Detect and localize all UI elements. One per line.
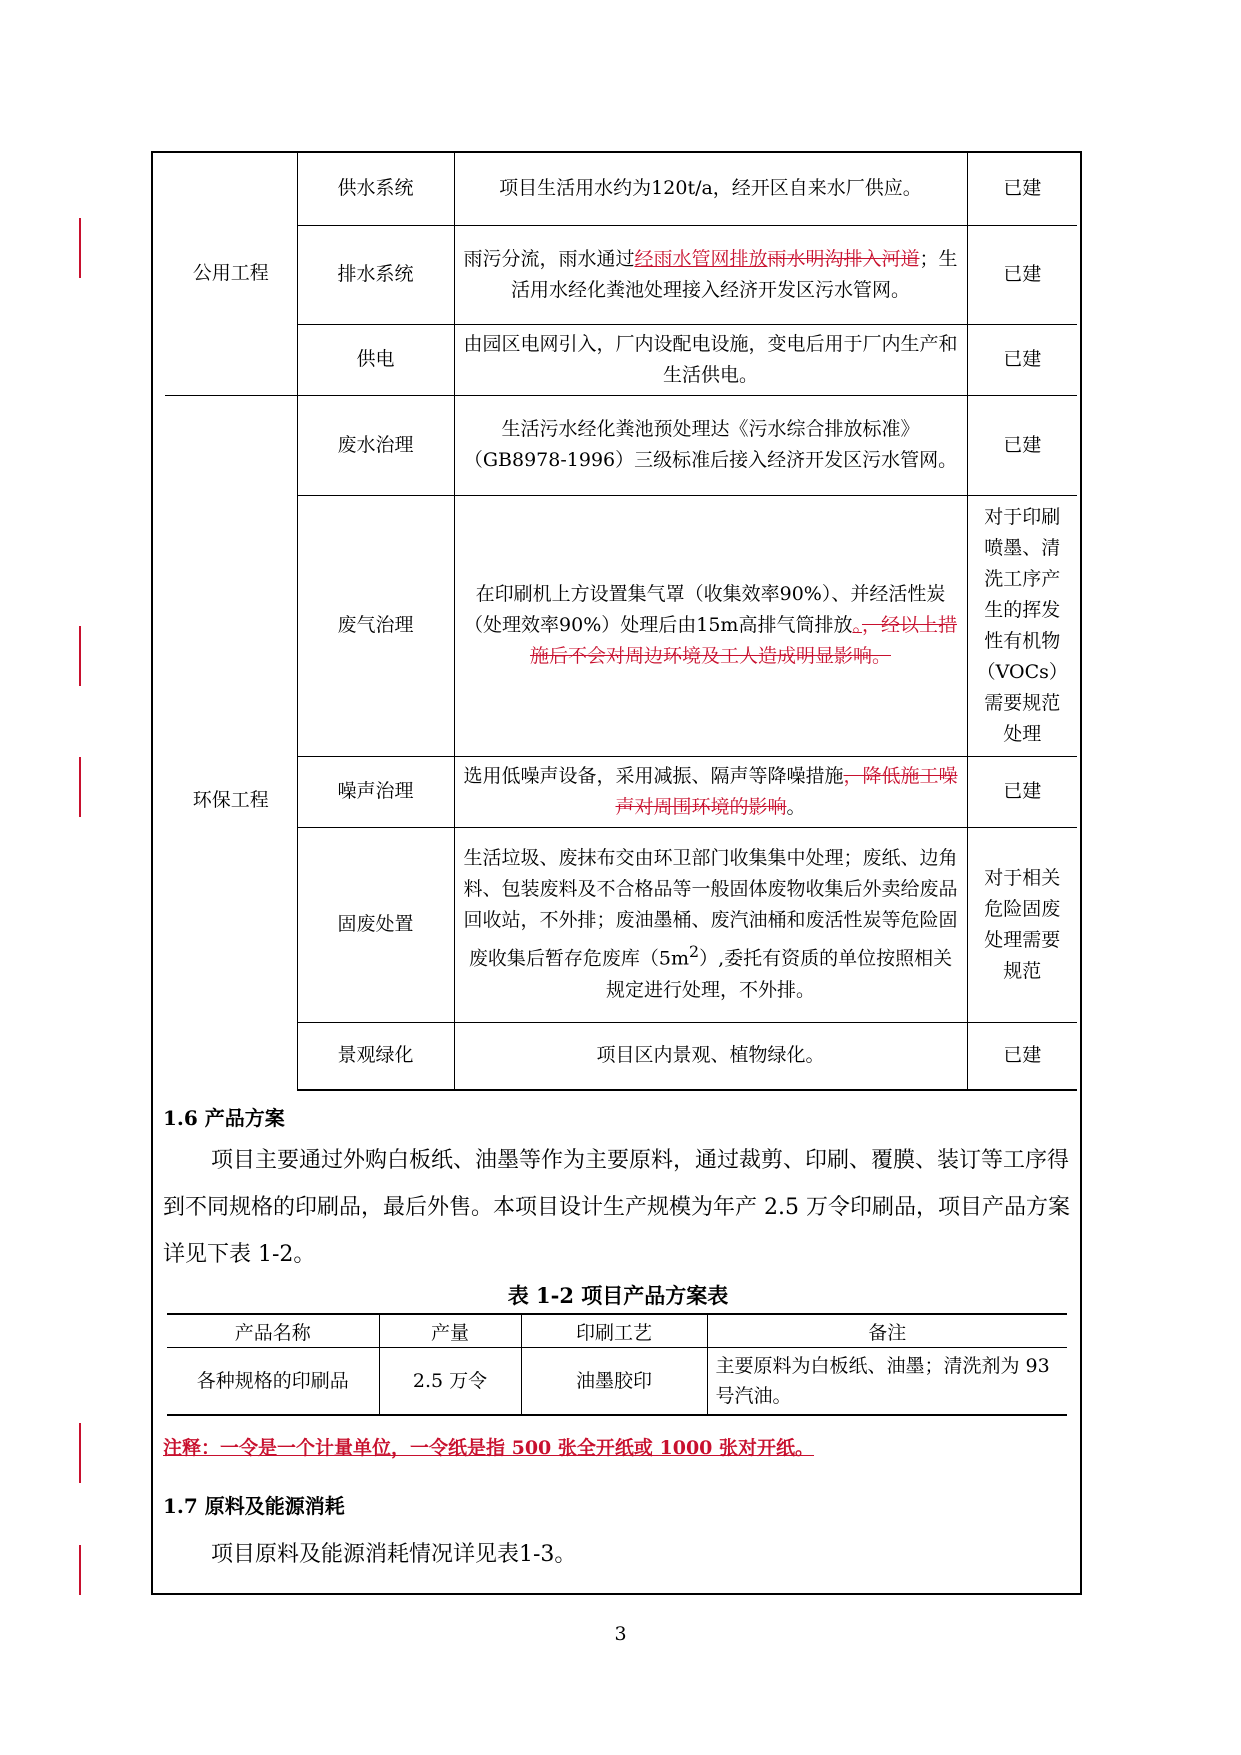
product-table [167,1313,1067,1416]
item-cell: 废气治理 [297,495,454,756]
content-cell: 由园区电网引入，厂内设配电设施，变电后用于厂内生产和生活供电。 [454,324,967,395]
deleted-text: 雨水明沟排入河道 [767,247,920,270]
content-text: 在印刷机上方设置集气罩（收集效率90%）、并经活性炭（处理效率90%）处理后由15m高排气筒排放 [464,583,946,636]
item-cell: 固废处置 [297,827,454,1022]
item-cell: 噪声治理 [297,756,454,827]
item-cell: 废水治理 [297,395,454,495]
table-row [165,324,1077,395]
table-cell: 油墨胶印 [521,1348,707,1416]
table-row [165,756,1077,827]
column-header: 备注 [707,1314,1067,1348]
table-cell: 主要原料为白板纸、油墨；清洗剂为 93 号汽油。 [707,1348,1067,1416]
status-cell: 已建 [967,225,1077,324]
item-cell: 景观绿化 [297,1022,454,1090]
content-cell [454,225,967,324]
content-cell: 项目区内景观、植物绿化。 [454,1022,967,1090]
table-row [165,153,1077,225]
deleted-text: ，经以上措施后不会对周边环境及工人造成明显影响。 [529,614,957,667]
table-cell: 各种规格的印刷品 [167,1348,379,1416]
change-bar [79,626,81,686]
superscript: 2 [688,942,700,962]
item-cell: 供电 [297,324,454,395]
status-cell: 对于印刷喷墨、清洗工序产生的挥发性有机物（VOCs）需要规范处理 [967,495,1077,756]
column-header: 产量 [379,1314,521,1348]
category-cell: 环保工程 [165,395,297,1090]
table-row [165,225,1077,324]
table-cell: 2.5 万令 [379,1348,521,1416]
section-paragraph: 项目主要通过外购白板纸、油墨等作为主要原料，通过裁剪、印刷、覆膜、装订等工序得到不同规格的印刷品，最后外售。本项目设计生产规模为年产 2.5 万令印刷品，项目产品方案详见下表 1-2。 [163,1148,1070,1267]
content-text: 选用低噪声设备，采用减振、隔声等降噪措施 [463,764,844,787]
section-heading: 1.7 原料及能源消耗 [163,1494,345,1518]
table-caption: 表 1-2 项目产品方案表 [507,1283,729,1308]
table-row [167,1348,1067,1416]
content-cell [454,495,967,756]
status-cell: 已建 [967,756,1077,827]
item-cell: 排水系统 [297,225,454,324]
status-cell: 已建 [967,1022,1077,1090]
content-cell: 项目生活用水约为120t/a，经开区自来水厂供应。 [454,153,967,225]
status-cell: 已建 [967,324,1077,395]
change-bar [79,1423,81,1483]
change-bar [79,218,81,278]
status-cell: 已建 [967,395,1077,495]
content-text: 生活垃圾、废抹布交由环卫部门收集集中处理；废纸、边角料、包装废料及不合格品等一般固体废物收集后外卖给废品回收站，不外排；废油墨桶、废汽油桶和废活性炭等危险固废收集后暂存危废库（5m [463,847,958,970]
content-text: ；生活用水经化粪池处理接入经济开发区污水管网。 [510,247,958,301]
table-row [165,827,1077,1022]
content-text: ）,委托有资质的单位按照相关规定进行处理，不外排。 [605,947,953,1001]
deleted-text: ，降低施工噪声对周围环境的影响 [615,764,958,818]
revision-note: 注释：一令是一个计量单位，一令纸是指 500 张全开纸或 1000 张对开纸。 [163,1437,815,1459]
inserted-text: 。 [852,614,862,636]
section-1-6 [163,1102,1073,1278]
status-cell: 已建 [967,153,1077,225]
section-1-7 [163,1490,1073,1578]
section-paragraph: 项目原料及能源消耗情况详见表1-3。 [211,1542,577,1567]
content-cell [454,827,967,1022]
inserted-text: 经雨水管网排放 [634,247,768,270]
table-header-row [167,1314,1067,1348]
content-cell [454,756,967,827]
column-header: 产品名称 [167,1314,379,1348]
section-heading: 1.6 产品方案 [163,1106,285,1130]
change-bar [79,757,81,817]
content-text: 。 [786,795,806,818]
page-number: 3 [614,1623,627,1645]
table-row [165,495,1077,756]
table-row [165,1022,1077,1090]
content-text: 雨污分流，雨水通过 [463,247,635,270]
category-cell: 公用工程 [165,153,297,395]
table-row [165,395,1077,495]
column-header: 印刷工艺 [521,1314,707,1348]
content-cell: 生活污水经化粪池预处理达《污水综合排放标准》（GB8978-1996）三级标准后接入经济开发区污水管网。 [454,395,967,495]
engineering-table [165,153,1077,1091]
item-cell: 供水系统 [297,153,454,225]
status-cell: 对于相关危险固废处理需要规范 [967,827,1077,1022]
change-bar [79,1545,81,1595]
